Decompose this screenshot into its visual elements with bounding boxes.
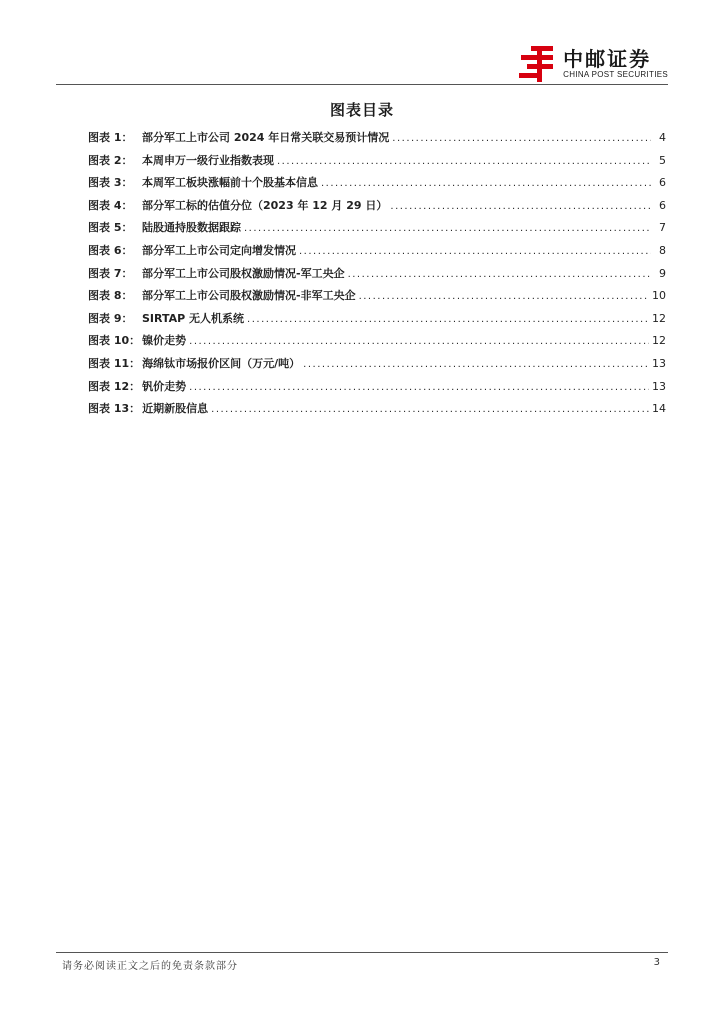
toc-entry-label: 图表 4： [88, 198, 133, 212]
toc-title: 图表目录 [329, 101, 394, 119]
toc-entry-11[interactable] [88, 355, 666, 378]
toc-entry-label: 图表 10： [88, 334, 141, 348]
toc-entry-text: 部分军工上市公司定向增发情况 [142, 243, 296, 257]
toc-entry-text: 部分军工上市公司股权激励情况-军工央企 [142, 266, 345, 280]
toc-entry-text: 海绵钛市场报价区间（万元/吨） [142, 356, 301, 370]
toc-entry-label: 图表 9： [88, 311, 133, 325]
toc-entry-label: 图表 6： [88, 243, 133, 257]
company-logo [517, 44, 668, 84]
toc-entry-9[interactable] [88, 310, 666, 333]
toc-entry-1[interactable] [88, 129, 666, 152]
toc-entry-10[interactable] [88, 332, 666, 355]
logo-english-name: CHINA POST SECURITIES [563, 70, 668, 79]
toc-entry-text: 本周申万一级行业指数表现 [142, 153, 274, 167]
toc-entry-label: 图表 7： [88, 266, 133, 280]
toc-leader-dots [189, 336, 649, 347]
toc-entry-7[interactable] [88, 265, 666, 288]
page-number: 3 [653, 957, 660, 968]
toc-entry-2[interactable] [88, 152, 666, 175]
toc-entry-label: 图表 1： [88, 131, 133, 144]
toc-entry-page: 13 [652, 379, 666, 393]
toc-entry-page: 6 [659, 198, 666, 212]
toc-entry-label: 图表 3： [88, 176, 133, 190]
footer-divider [56, 952, 668, 953]
toc-entry-text: 部分军工上市公司股权激励情况-非军工央企 [142, 289, 356, 303]
toc-entry-page: 4 [659, 131, 666, 144]
toc-entry-page: 8 [659, 243, 666, 257]
toc-leader-dots [189, 382, 649, 393]
toc-entry-label: 图表 5： [88, 221, 133, 235]
toc-leader-dots [321, 178, 651, 189]
toc-entry-12[interactable] [88, 378, 666, 401]
logo-chinese-name: 中邮证券 [563, 47, 652, 71]
toc-entry-page: 12 [652, 311, 666, 325]
toc-entry-label: 图表 11： [88, 356, 141, 370]
toc-entry-13[interactable] [88, 400, 666, 423]
toc-entry-text: 部分军工标的估值分位（2023 年 12 月 29 日） [142, 198, 388, 212]
toc-entry-text: 部分军工上市公司 2024 年日常关联交易预计情况 [142, 131, 390, 144]
toc-leader-dots [359, 291, 649, 302]
toc-entry-4[interactable] [88, 197, 666, 220]
toc-leader-dots [390, 201, 651, 212]
toc-entry-5[interactable] [88, 219, 666, 242]
toc-leader-dots [277, 156, 651, 167]
toc-entry-page: 13 [652, 356, 666, 370]
toc-entry-label: 图表 12： [88, 379, 141, 393]
toc-entry-page: 9 [659, 266, 666, 280]
toc-leader-dots [211, 404, 649, 415]
toc-entry-text: 近期新股信息 [142, 402, 209, 416]
toc-entry-label: 图表 13： [88, 402, 141, 416]
footer-disclaimer: 请务必阅读正文之后的免责条款部分 [62, 961, 238, 972]
header-divider [56, 84, 668, 85]
toc-entry-text: 钒价走势 [142, 379, 187, 393]
toc-leader-dots [244, 223, 651, 234]
toc-leader-dots [247, 314, 649, 325]
toc-entry-3[interactable] [88, 174, 666, 197]
toc-entry-text: 陆股通持股数据跟踪 [142, 221, 241, 235]
toc-entry-label: 图表 8： [88, 289, 133, 303]
toc-list [88, 129, 666, 423]
china-post-logo-icon [517, 44, 557, 84]
toc-leader-dots [303, 359, 649, 370]
toc-entry-label: 图表 2： [88, 153, 133, 167]
toc-leader-dots [299, 246, 651, 257]
toc-entry-page: 12 [652, 334, 666, 348]
toc-entry-page: 10 [652, 289, 666, 303]
toc-entry-page: 6 [659, 176, 666, 190]
toc-entry-page: 7 [659, 221, 666, 235]
toc-leader-dots [392, 133, 651, 144]
toc-entry-6[interactable] [88, 242, 666, 265]
toc-entry-text: 本周军工板块涨幅前十个股基本信息 [142, 176, 318, 190]
toc-entry-page: 5 [659, 153, 666, 167]
toc-entry-page: 14 [652, 402, 666, 416]
toc-entry-text: 镍价走势 [142, 334, 187, 348]
toc-entry-text: SIRTAP 无人机系统 [142, 311, 245, 325]
toc-leader-dots [348, 269, 651, 280]
page-header [56, 38, 668, 86]
toc-entry-8[interactable] [88, 287, 666, 310]
